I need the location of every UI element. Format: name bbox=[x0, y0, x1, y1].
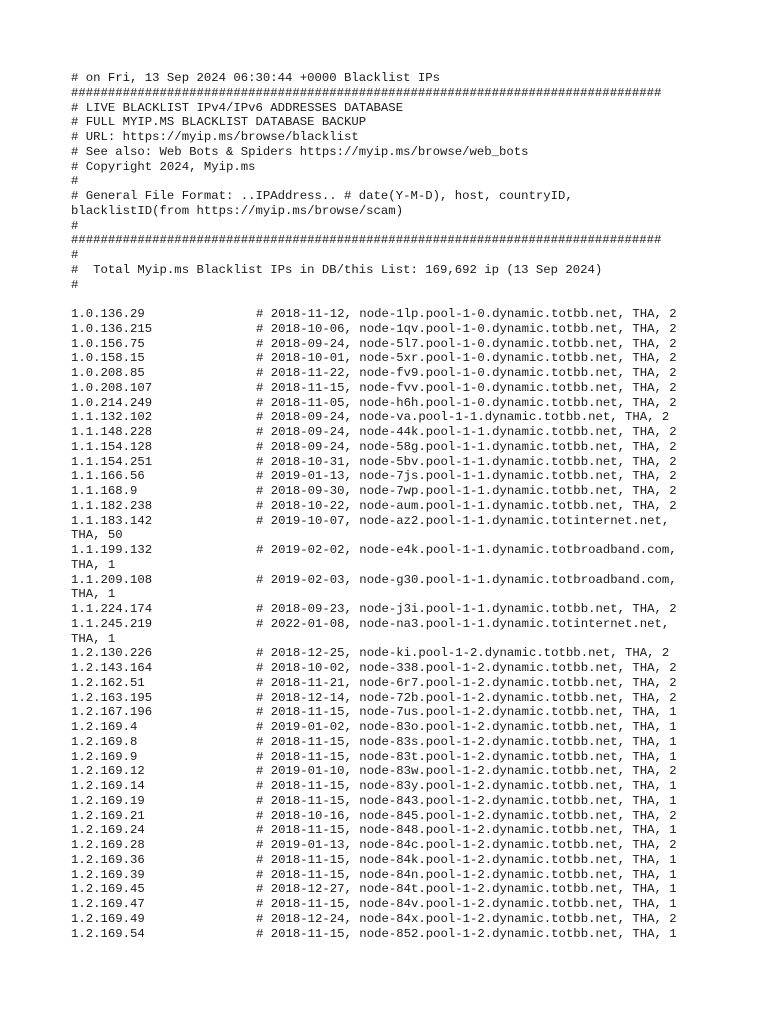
ip-address: 1.1.132.102 bbox=[71, 410, 153, 425]
record-details: # 2018-10-31, node-5bv.pool-1-1.dynamic.totbb.net, THA, 2 bbox=[256, 454, 677, 469]
record-details: # 2018-10-01, node-5xr.pool-1-0.dynamic.totbb.net, THA, 2 bbox=[256, 351, 677, 366]
total-count-line: # Total Myip.ms Blacklist IPs in DB/this List: 169,692 ip (13 Sep 2024) bbox=[71, 262, 603, 277]
ip-address: 1.2.169.28 bbox=[71, 838, 145, 852]
ip-address: 1.0.208.85 bbox=[71, 366, 145, 380]
record-line bbox=[71, 927, 711, 942]
record-details: # 2019-02-03, node-g30.pool-1-1.dynamic.totbroadband.com, bbox=[256, 572, 677, 587]
record-details: # 2018-09-23, node-j3i.pool-1-1.dynamic.totbb.net, THA, 2 bbox=[256, 602, 677, 616]
record-line bbox=[71, 514, 711, 529]
header-line: # URL: https://myip.ms/browse/blacklist bbox=[71, 130, 359, 144]
ip-address: 1.2.169.4 bbox=[71, 720, 138, 734]
record-details: # 2018-09-24, node-44k.pool-1-1.dynamic.totbb.net, THA, 2 bbox=[256, 425, 677, 439]
ip-address: 1.2.169.45 bbox=[71, 882, 145, 897]
record-details: # 2018-11-15, node-843.pool-1-2.dynamic.totbb.net, THA, 1 bbox=[256, 793, 677, 808]
ip-address: 1.2.163.195 bbox=[71, 690, 153, 705]
record-line bbox=[71, 676, 711, 691]
record-line bbox=[71, 853, 711, 868]
header-line: # General File Format: ..IPAddress.. # date(Y-M-D), host, countryID, bbox=[71, 189, 573, 203]
record-details: # 2018-09-24, node-5l7.pool-1-0.dynamic.totbb.net, THA, 2 bbox=[256, 336, 677, 351]
record-details: # 2019-02-02, node-e4k.pool-1-1.dynamic.totbroadband.com, bbox=[256, 543, 677, 557]
ip-address: 1.2.169.47 bbox=[71, 897, 145, 911]
ip-address: 1.2.169.49 bbox=[71, 911, 145, 926]
ip-address: 1.0.208.107 bbox=[71, 380, 153, 395]
record-details: # 2019-01-13, node-7js.pool-1-1.dynamic.totbb.net, THA, 2 bbox=[256, 469, 677, 484]
record-line bbox=[71, 337, 711, 352]
record-wrap-line: THA, 1 bbox=[71, 631, 116, 646]
record-line bbox=[71, 381, 711, 396]
header-line: # bbox=[71, 174, 79, 189]
ip-address: 1.2.143.164 bbox=[71, 661, 153, 675]
record-line bbox=[71, 868, 711, 883]
record-details: # 2018-11-15, node-7us.pool-1-2.dynamic.totbb.net, THA, 1 bbox=[256, 705, 677, 720]
record-details: # 2018-11-15, node-84k.pool-1-2.dynamic.totbb.net, THA, 1 bbox=[256, 852, 677, 867]
header-line: # bbox=[71, 248, 79, 262]
ip-address: 1.2.162.51 bbox=[71, 675, 145, 690]
record-line bbox=[71, 750, 711, 765]
header-line: # on Fri, 13 Sep 2024 06:30:44 +0000 Blacklist IPs bbox=[71, 71, 440, 85]
record-details: # 2019-10-07, node-az2.pool-1-1.dynamic.totinternet.net, bbox=[256, 513, 670, 528]
record-details: # 2018-09-30, node-7wp.pool-1-1.dynamic.totbb.net, THA, 2 bbox=[256, 484, 677, 498]
ip-address: 1.0.214.249 bbox=[71, 395, 153, 410]
record-line bbox=[71, 779, 711, 794]
ip-address: 1.2.169.14 bbox=[71, 779, 145, 793]
record-details: # 2018-11-15, node-84v.pool-1-2.dynamic.totbb.net, THA, 1 bbox=[256, 897, 677, 911]
ip-address: 1.0.158.15 bbox=[71, 351, 145, 366]
ip-address: 1.1.224.174 bbox=[71, 602, 153, 616]
ip-address: 1.2.130.226 bbox=[71, 646, 153, 661]
record-details: # 2018-11-15, node-852.pool-1-2.dynamic.totbb.net, THA, 1 bbox=[256, 926, 677, 941]
record-line bbox=[71, 882, 711, 897]
record-details: # 2018-11-15, node-848.pool-1-2.dynamic.totbb.net, THA, 1 bbox=[256, 823, 677, 838]
ip-address: 1.1.182.238 bbox=[71, 498, 153, 513]
record-details: # 2018-12-24, node-84x.pool-1-2.dynamic.totbb.net, THA, 2 bbox=[256, 911, 677, 926]
record-details: # 2019-01-02, node-83o.pool-1-2.dynamic.totbb.net, THA, 1 bbox=[256, 720, 677, 734]
ip-address: 1.1.168.9 bbox=[71, 484, 138, 498]
record-line bbox=[71, 838, 711, 853]
record-details: # 2018-10-02, node-338.pool-1-2.dynamic.totbb.net, THA, 2 bbox=[256, 661, 677, 675]
record-line bbox=[71, 912, 711, 927]
record-details: # 2018-10-16, node-845.pool-1-2.dynamic.totbb.net, THA, 2 bbox=[256, 808, 677, 823]
record-details: # 2018-11-05, node-h6h.pool-1-0.dynamic.totbb.net, THA, 2 bbox=[256, 395, 677, 410]
record-line bbox=[71, 484, 711, 499]
record-line bbox=[71, 469, 711, 484]
record-details: # 2018-11-15, node-84n.pool-1-2.dynamic.totbb.net, THA, 1 bbox=[256, 867, 677, 882]
ip-address: 1.2.169.21 bbox=[71, 808, 145, 823]
record-details: # 2022-01-08, node-na3.pool-1-1.dynamic.totinternet.net, bbox=[256, 616, 670, 631]
ip-address: 1.0.136.29 bbox=[71, 307, 145, 321]
ip-address: 1.1.183.142 bbox=[71, 513, 153, 528]
record-details: # 2018-09-24, node-58g.pool-1-1.dynamic.totbb.net, THA, 2 bbox=[256, 439, 677, 454]
ip-address: 1.2.169.9 bbox=[71, 749, 138, 764]
ip-address: 1.0.136.215 bbox=[71, 321, 153, 336]
record-line bbox=[71, 646, 711, 661]
ip-address: 1.2.169.54 bbox=[71, 926, 145, 941]
ip-address: 1.2.169.36 bbox=[71, 852, 145, 867]
record-line bbox=[71, 735, 711, 750]
record-details: # 2019-01-10, node-83w.pool-1-2.dynamic.totbb.net, THA, 2 bbox=[256, 764, 677, 779]
record-line bbox=[71, 794, 711, 809]
record-line bbox=[71, 396, 711, 411]
record-details: # 2018-12-14, node-72b.pool-1-2.dynamic.totbb.net, THA, 2 bbox=[256, 690, 677, 705]
separator-line: ################################################################################ bbox=[71, 85, 662, 100]
separator-line: ################################################################################ bbox=[71, 233, 662, 248]
ip-address: 1.2.169.39 bbox=[71, 867, 145, 882]
record-line bbox=[71, 705, 711, 720]
record-line bbox=[71, 720, 711, 735]
record-line bbox=[71, 617, 711, 632]
record-details: # 2018-10-06, node-1qv.pool-1-0.dynamic.totbb.net, THA, 2 bbox=[256, 321, 677, 336]
ip-address: 1.1.209.108 bbox=[71, 572, 153, 587]
record-wrap-line: THA, 50 bbox=[71, 528, 123, 543]
ip-address: 1.1.148.228 bbox=[71, 425, 153, 439]
record-details: # 2018-09-24, node-va.pool-1-1.dynamic.totbb.net, THA, 2 bbox=[256, 410, 670, 425]
ip-address: 1.1.154.128 bbox=[71, 439, 153, 454]
record-line bbox=[71, 691, 711, 706]
blacklist-document bbox=[71, 71, 711, 941]
record-line bbox=[71, 602, 711, 617]
record-line bbox=[71, 307, 711, 322]
record-line bbox=[71, 455, 711, 470]
record-details: # 2018-11-21, node-6r7.pool-1-2.dynamic.totbb.net, THA, 2 bbox=[256, 675, 677, 690]
record-line bbox=[71, 661, 711, 676]
record-line bbox=[71, 809, 711, 824]
header-line: # LIVE BLACKLIST IPv4/IPv6 ADDRESSES DATABASE bbox=[71, 100, 404, 115]
ip-address: 1.1.166.56 bbox=[71, 469, 145, 484]
ip-address: 1.0.156.75 bbox=[71, 336, 145, 351]
record-line bbox=[71, 897, 711, 912]
record-line bbox=[71, 322, 711, 337]
record-details: # 2019-01-13, node-84c.pool-1-2.dynamic.totbb.net, THA, 2 bbox=[256, 838, 677, 852]
header-block bbox=[71, 71, 711, 307]
header-line: # See also: Web Bots & Spiders https://myip.ms/browse/web_bots bbox=[71, 144, 529, 159]
header-line: blacklistID(from https://myip.ms/browse/scam) bbox=[71, 203, 404, 218]
ip-address: 1.1.154.251 bbox=[71, 454, 153, 469]
blank-line bbox=[71, 292, 711, 307]
record-details: # 2018-11-22, node-fv9.pool-1-0.dynamic.totbb.net, THA, 2 bbox=[256, 366, 677, 380]
record-line bbox=[71, 425, 711, 440]
record-details: # 2018-12-25, node-ki.pool-1-2.dynamic.totbb.net, THA, 2 bbox=[256, 646, 670, 661]
record-line bbox=[71, 351, 711, 366]
ip-address: 1.2.169.8 bbox=[71, 734, 138, 749]
ip-address: 1.2.169.19 bbox=[71, 793, 145, 808]
ip-address: 1.2.169.12 bbox=[71, 764, 145, 779]
record-details: # 2018-11-15, node-83t.pool-1-2.dynamic.totbb.net, THA, 1 bbox=[256, 749, 677, 764]
record-line bbox=[71, 410, 711, 425]
record-line bbox=[71, 499, 711, 514]
record-details: # 2018-11-12, node-1lp.pool-1-0.dynamic.totbb.net, THA, 2 bbox=[256, 307, 677, 321]
header-line: # FULL MYIP.MS BLACKLIST DATABASE BACKUP bbox=[71, 115, 367, 130]
ip-address: 1.2.167.196 bbox=[71, 705, 153, 720]
record-line bbox=[71, 440, 711, 455]
record-line bbox=[71, 823, 711, 838]
header-line: # bbox=[71, 218, 79, 233]
ip-address: 1.1.245.219 bbox=[71, 616, 153, 631]
record-details: # 2018-12-27, node-84t.pool-1-2.dynamic.totbb.net, THA, 1 bbox=[256, 882, 677, 897]
record-wrap-line: THA, 1 bbox=[71, 557, 116, 572]
ip-address: 1.1.199.132 bbox=[71, 543, 153, 557]
ip-address: 1.2.169.24 bbox=[71, 823, 145, 838]
record-line bbox=[71, 543, 711, 558]
record-line bbox=[71, 764, 711, 779]
record-details: # 2018-11-15, node-83y.pool-1-2.dynamic.totbb.net, THA, 1 bbox=[256, 779, 677, 793]
record-details: # 2018-11-15, node-83s.pool-1-2.dynamic.totbb.net, THA, 1 bbox=[256, 734, 677, 749]
record-line bbox=[71, 366, 711, 381]
record-details: # 2018-10-22, node-aum.pool-1-1.dynamic.totbb.net, THA, 2 bbox=[256, 498, 677, 513]
record-details: # 2018-11-15, node-fvv.pool-1-0.dynamic.totbb.net, THA, 2 bbox=[256, 380, 677, 395]
record-wrap-line: THA, 1 bbox=[71, 587, 116, 602]
record-line bbox=[71, 573, 711, 588]
header-line: # bbox=[71, 277, 79, 292]
records-list bbox=[71, 307, 711, 941]
header-line: # Copyright 2024, Myip.ms bbox=[71, 159, 256, 174]
